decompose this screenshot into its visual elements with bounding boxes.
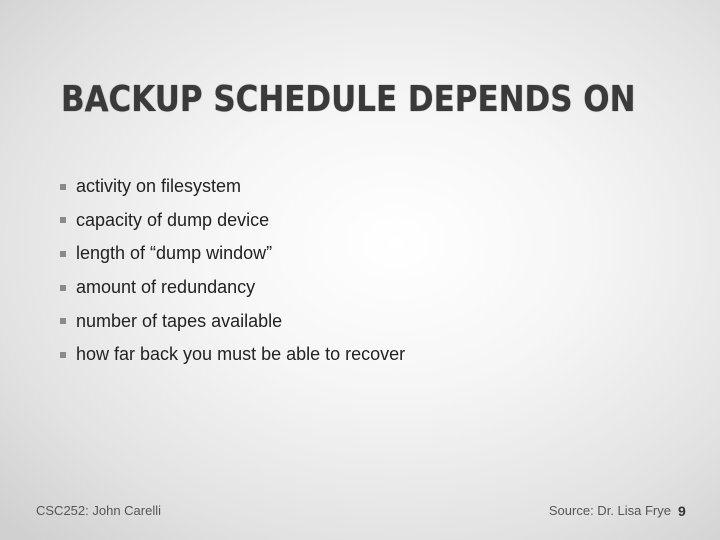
footer-author: CSC252: John Carelli [36, 503, 162, 518]
bullet-text: length of “dump window” [76, 243, 273, 264]
page-number: 9 [678, 503, 686, 519]
bullet-square-icon [60, 352, 66, 358]
bullet-square-icon [60, 251, 66, 257]
list-item [60, 237, 620, 271]
slide-title: BACKUP SCHEDULE DEPENDS ON [61, 79, 636, 120]
bullet-square-icon [60, 318, 66, 324]
bullet-text: amount of redundancy [76, 277, 256, 298]
bullet-list [60, 170, 620, 372]
bullet-text: capacity of dump device [76, 209, 270, 230]
bullet-text: number of tapes available [76, 310, 283, 331]
list-item [60, 204, 620, 238]
footer-source: Source: Dr. Lisa Frye [548, 503, 671, 518]
list-item [60, 338, 620, 372]
list-item [60, 271, 620, 305]
list-item [60, 170, 620, 204]
bullet-square-icon [60, 217, 66, 223]
bullet-text: activity on filesystem [76, 176, 242, 197]
bullet-text: how far back you must be able to recover [76, 344, 406, 365]
list-item [60, 304, 620, 338]
bullet-square-icon [60, 184, 66, 190]
bullet-square-icon [60, 285, 66, 291]
